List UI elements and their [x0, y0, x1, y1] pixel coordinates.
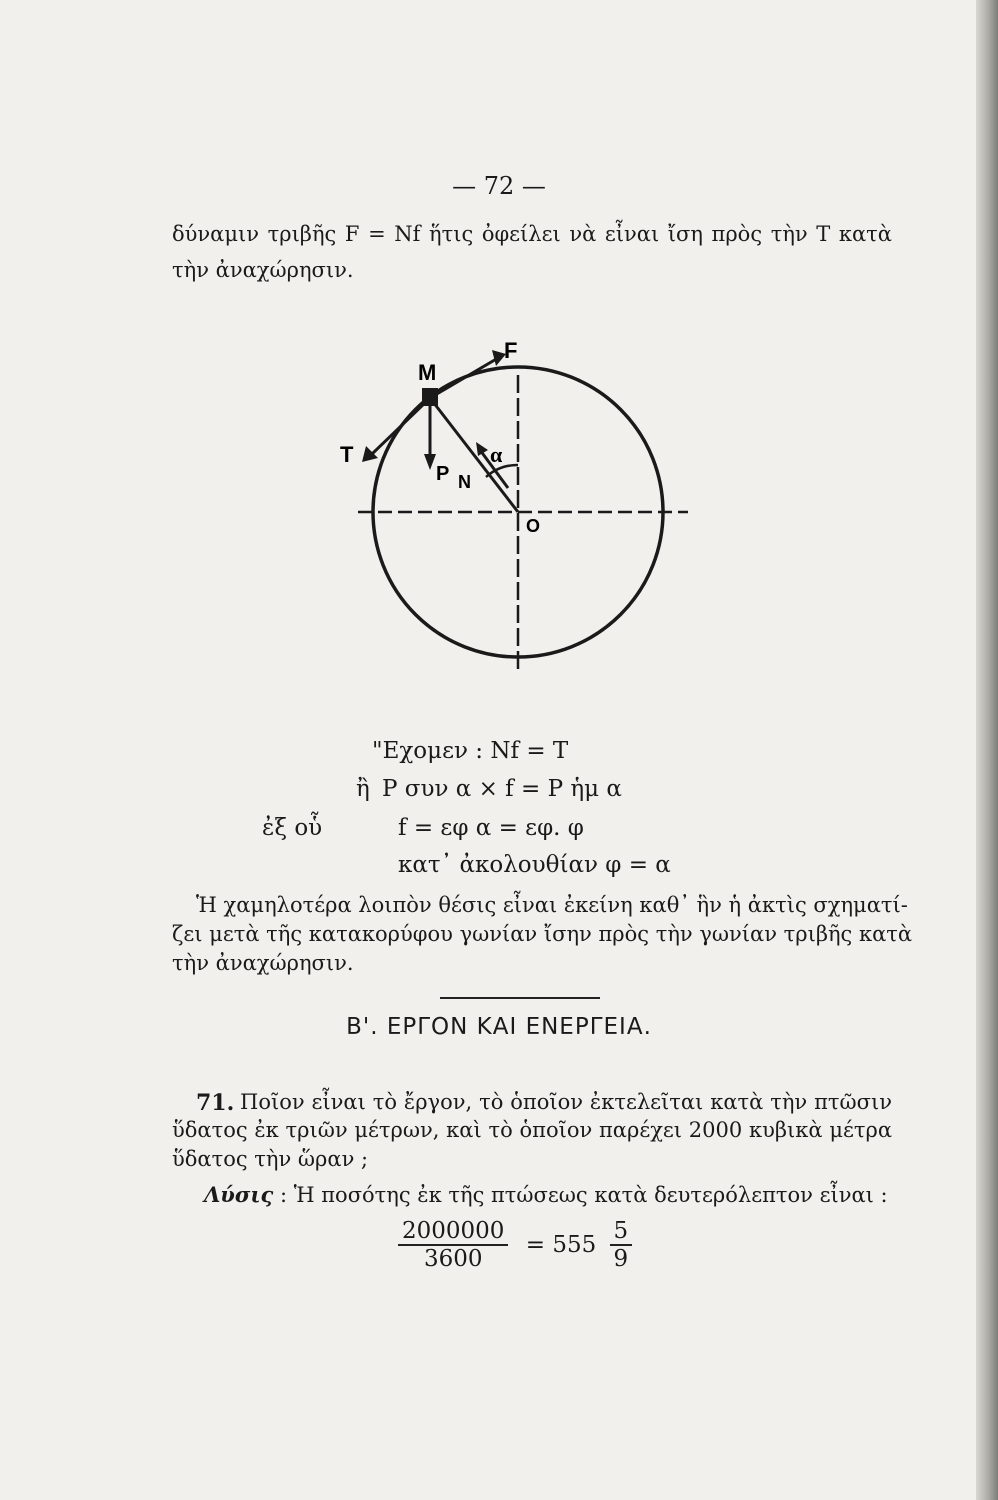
problem-number-text: 71.: [196, 1090, 235, 1116]
equation-3-prefix: ἐξ οὗ: [262, 815, 323, 841]
friction-vector: [430, 358, 498, 398]
label-p: P: [436, 463, 450, 485]
denominator: 3600: [423, 1246, 483, 1272]
solution-label: Λύσις: [204, 1182, 274, 1207]
section-heading: Β'. ΕΡΓΟΝ ΚΑΙ ΕΝΕΡΓΕΙΑ.: [346, 1014, 652, 1040]
label-f: F: [504, 338, 518, 363]
radius-line: [430, 398, 518, 512]
label-o: O: [526, 516, 541, 536]
equation-4: κατ᾽ ἀκολουθίαν φ = α: [398, 852, 671, 878]
weight-arrowhead: [424, 454, 436, 470]
section-divider: [440, 997, 600, 999]
conclusion-line-3: τὴν ἀναχώρησιν.: [172, 951, 354, 975]
result-denominator: 9: [613, 1246, 629, 1272]
solution-text: : Ἡ ποσότης ἐκ τῆς πτώσεως κατὰ δευτερόλεπτον εἶναι :: [279, 1183, 888, 1207]
page-number: — 72 —: [452, 172, 546, 200]
page-edge-shadow: [976, 0, 998, 1500]
result-fraction: [610, 1218, 633, 1272]
equation-3: f = εφ α = εφ. φ: [398, 815, 584, 841]
equation-1: "Εχομεν : Nf = T: [372, 738, 569, 764]
label-alpha: α: [490, 442, 503, 467]
result-numerator: 5: [610, 1218, 633, 1246]
label-m: M: [418, 360, 437, 385]
label-t: T: [340, 442, 354, 467]
friction-circle-diagram: [320, 320, 700, 680]
equation-2-prefix: ἢ: [356, 776, 370, 802]
problem-line-3: ὕδατος τὴν ὥραν ;: [172, 1147, 369, 1171]
problem-line-1: Ποῖον εἶναι τὸ ἔργον, τὸ ὁποῖον ἐκτελεῖται κατὰ τὴν πτῶσιν: [240, 1090, 892, 1114]
solution-formula: [398, 1218, 632, 1272]
problem-number: [196, 1090, 234, 1116]
numerator: 2000000: [398, 1218, 508, 1246]
problem-line-2: ὕδατος ἐκ τριῶν μέτρων, καὶ τὸ ὁποῖον παρέχει 2000 κυβικὰ μέτρα: [172, 1118, 892, 1142]
equation-2: P συν α × f = P ἡμ α: [382, 776, 622, 802]
solution-line: [204, 1182, 888, 1207]
main-fraction: [398, 1218, 508, 1272]
tangent-vector: [372, 398, 430, 454]
point-mass: [422, 388, 438, 406]
tangent-arrowhead: [362, 446, 378, 462]
intro-line-1: δύναμιν τριβῆς F = Nf ἥτις ὀφείλει νὰ εἶναι ἴση πρὸς τὴν T κατὰ: [172, 222, 892, 246]
intro-line-2: τὴν ἀναχώρησιν.: [172, 258, 354, 282]
label-n: N: [458, 472, 471, 492]
result-equals: = 555: [525, 1232, 597, 1258]
conclusion-line-2: ζει μετὰ τῆς κατακορύφου γωνίαν ἴσην πρὸς τὴν γωνίαν τριβῆς κατὰ: [172, 922, 913, 946]
conclusion-line-1: Ἡ χαμηλοτέρα λοιπὸν θέσις εἶναι ἐκείνη καθ᾽ ἣν ἡ ἀκτὶς σχηματί-: [196, 893, 908, 917]
